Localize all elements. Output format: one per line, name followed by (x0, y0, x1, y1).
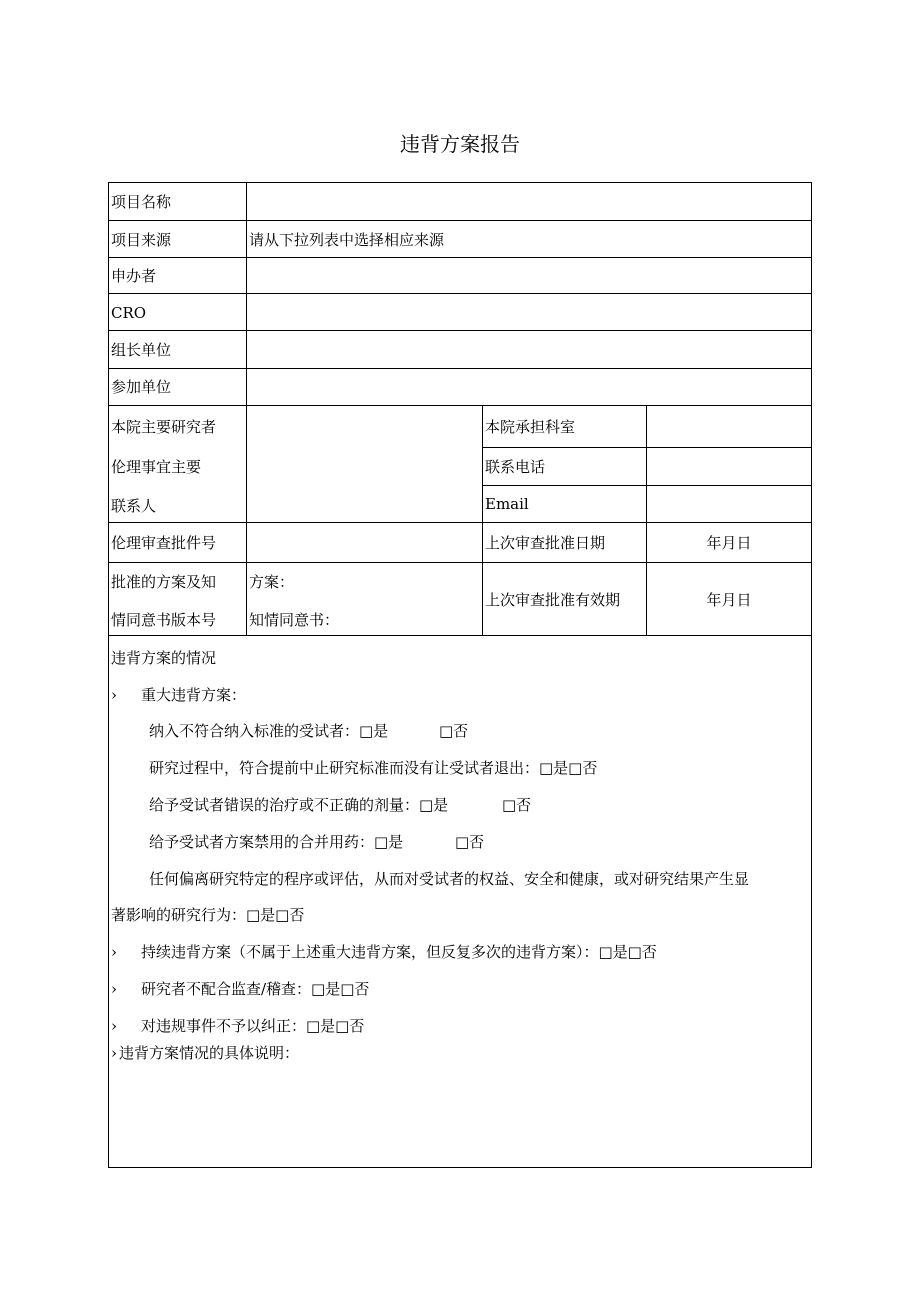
project-source-label: 项目来源 (111, 231, 172, 249)
lead-unit-label: 组长单位 (111, 341, 172, 359)
cro-label: CRO (111, 304, 147, 322)
item-prohibited-medication[interactable]: 给予受试者方案禁用的合并用药：□是 (149, 833, 404, 851)
sponsor-label: 申办者 (111, 267, 157, 285)
project-name-label: 项目名称 (111, 193, 172, 211)
item-not-withdrawn[interactable]: 研究过程中，符合提前中止研究标准而没有让受试者退出：□是□否 (149, 759, 598, 777)
last-validity-field[interactable]: 年月日 (706, 591, 752, 609)
cro-field[interactable] (249, 303, 804, 323)
sponsor-field[interactable] (249, 266, 804, 286)
item-procedure-deviation-line1: 任何偏离研究特定的程序或评估，从而对受试者的权益、安全和健康，或对研究结果产生显 (149, 870, 750, 888)
item-procedure-deviation-line2[interactable]: 著影响的研究行为：□是□否 (111, 906, 305, 924)
bullet-icon: › (111, 1017, 117, 1035)
last-validity-label: 上次审查批准有效期 (485, 591, 621, 609)
department-label: 本院承担科室 (485, 418, 576, 436)
version-label-line2: 情同意书版本号 (111, 611, 217, 629)
protocol-version-field[interactable]: 方案： (249, 573, 295, 591)
item-uncorrected[interactable]: 对违规事件不予以纠正：□是□否 (141, 1017, 365, 1035)
pi-field[interactable] (249, 417, 477, 437)
version-label-line1: 批准的方案及知 (111, 573, 217, 591)
item-noncooperation[interactable]: 研究者不配合监查/稽查：□是□否 (141, 980, 370, 998)
page-title: 违背方案报告 (400, 132, 520, 156)
participating-unit-field[interactable] (249, 377, 804, 397)
last-approval-date-field[interactable]: 年月日 (706, 534, 752, 552)
lead-unit-field[interactable] (249, 340, 804, 360)
last-approval-date-label: 上次审查批准日期 (485, 534, 606, 552)
item-ineligible-enrollment-no[interactable]: □否 (439, 722, 469, 740)
ethics-contact-field[interactable] (249, 457, 477, 515)
bullet-icon: › (111, 943, 117, 961)
deviation-heading: 违背方案的情况 (111, 649, 217, 667)
participating-unit-label: 参加单位 (111, 378, 172, 396)
pi-label: 本院主要研究者 (111, 418, 217, 436)
description-field[interactable] (119, 1067, 799, 1159)
ethics-approval-no-field[interactable] (249, 533, 477, 553)
deviation-report-form (108, 182, 812, 1168)
email-field[interactable] (649, 494, 807, 514)
item-prohibited-medication-no[interactable]: □否 (455, 833, 485, 851)
ethics-approval-no-label: 伦理审查批件号 (111, 534, 217, 552)
item-ineligible-enrollment[interactable]: 纳入不符合纳入标准的受试者：□是 (149, 722, 389, 740)
bullet-icon: › (111, 686, 117, 704)
item-wrong-treatment-no[interactable]: □否 (502, 796, 532, 814)
icf-version-field[interactable]: 知情同意书： (249, 611, 340, 629)
department-field[interactable] (649, 417, 807, 437)
item-continuous-deviation[interactable]: 持续违背方案（不属于上述重大违背方案，但反复多次的违背方案）：□是□否 (141, 943, 657, 961)
phone-field[interactable] (649, 457, 807, 477)
email-label: Email (485, 495, 529, 513)
project-name-field[interactable] (249, 192, 804, 212)
item-wrong-treatment[interactable]: 给予受试者错误的治疗或不正确的剂量：□是 (149, 796, 449, 814)
bullet-icon: › (111, 1044, 117, 1062)
ethics-contact-label-line1: 伦理事宜主要 (111, 458, 202, 476)
major-deviation-label: 重大违背方案： (141, 686, 247, 704)
ethics-contact-label-line2: 联系人 (111, 497, 157, 515)
description-label: 违背方案情况的具体说明： (119, 1044, 300, 1062)
bullet-icon: › (111, 980, 117, 998)
phone-label: 联系电话 (485, 458, 546, 476)
project-source-dropdown[interactable]: 请从下拉列表中选择相应来源 (249, 231, 445, 249)
